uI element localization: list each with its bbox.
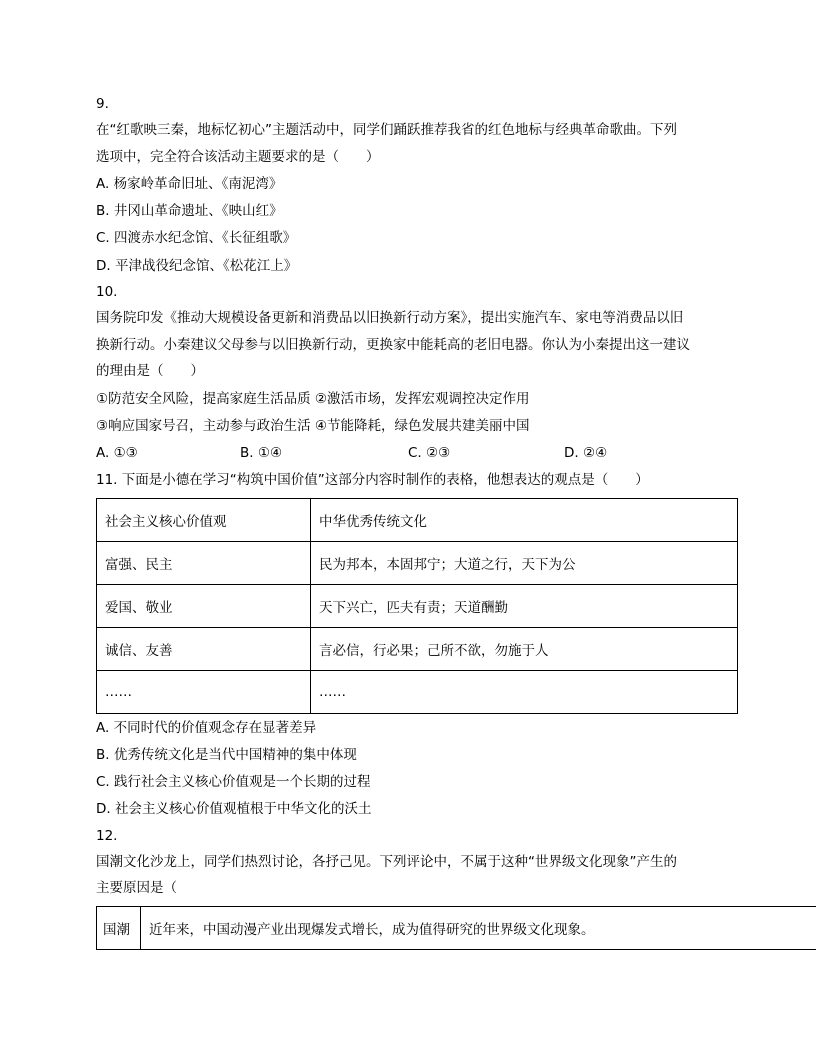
table-row	[97, 542, 738, 585]
table-row	[97, 585, 738, 628]
table-cell: ……	[311, 671, 738, 714]
q9-option-a: A. 杨家岭革命旧址、《南泥湾》	[96, 176, 283, 192]
q9-stem-line2: 选项中，完全符合该活动主题要求的是（ ）	[96, 149, 380, 165]
q10-stem-line2: 换新行动。小秦建议父母参与以旧换新行动，更换家中能耗高的老旧电器。你认为小秦提出这一建议	[96, 337, 690, 353]
q10-options	[96, 444, 736, 462]
table-header-cell: 中华优秀传统文化	[311, 499, 738, 542]
table-row	[97, 907, 816, 950]
q12-number: 12.	[96, 828, 118, 844]
q12-stem-line2: 主要原因是（	[96, 880, 177, 896]
q10-option-b: B. ①④	[240, 445, 283, 461]
q9-option-b: B. 井冈山革命遗址、《映山红》	[96, 203, 283, 219]
q11-option-c: C. 践行社会主义核心价值观是一个长期的过程	[96, 774, 371, 790]
q12-table	[96, 906, 816, 950]
q11-option-d: D. 社会主义核心价值观植根于中华文化的沃土	[96, 801, 372, 817]
table-cell: 爱国、敬业	[97, 585, 311, 628]
q10-option-c: C. ②③	[408, 445, 451, 461]
q11-table	[96, 498, 738, 714]
q10-statements-line1: ①防范安全风险，提高家庭生活品质 ②激活市场，发挥宏观调控决定作用	[96, 391, 530, 407]
q10-option-d: D. ②④	[564, 445, 608, 461]
q10-stem-line1: 国务院印发《推动大规模设备更新和消费品以旧换新行动方案》，提出实施汽车、家电等消费品以旧	[96, 310, 684, 326]
table-cell-text: 近年来，中国动漫产业出现爆发式增长，成为值得研究的世界级文化现象。	[141, 907, 816, 950]
table-cell: 天下兴亡，匹夫有责；天道酬勤	[311, 585, 738, 628]
q10-stem-line3: 的理由是（ ）	[96, 363, 204, 379]
table-cell: 言必信，行必果；己所不欲，勿施于人	[311, 628, 738, 671]
q11-option-a: A. 不同时代的价值观念存在显著差异	[96, 720, 317, 736]
q10-statements-line2: ③响应国家号召，主动参与政治生活 ④节能降耗，绿色发展共建美丽中国	[96, 418, 530, 434]
table-cell: ……	[97, 671, 311, 714]
q11-option-b: B. 优秀传统文化是当代中国精神的集中体现	[96, 747, 357, 763]
q12-stem-line1: 国潮文化沙龙上，同学们热烈讨论，各抒己见。下列评论中，不属于这种“世界级文化现象”产生的	[96, 854, 677, 870]
table-header-row	[97, 499, 738, 542]
table-row	[97, 628, 738, 671]
q10-option-a: A. ①③	[96, 445, 138, 461]
q9-option-d: D. 平津战役纪念馆、《松花江上》	[96, 258, 298, 274]
q11-stem: 11. 下面是小德在学习“构筑中国价值”这部分内容时制作的表格，他想表达的观点是（ ）	[96, 472, 649, 488]
q10-number: 10.	[96, 284, 118, 300]
table-cell: 民为邦本，本固邦宁；大道之行，天下为公	[311, 542, 738, 585]
q9-stem-line1: 在“红歌映三秦，地标忆初心”主题活动中，同学们踊跃推荐我省的红色地标与经典革命歌曲。下列	[96, 122, 677, 138]
table-cell: 富强、民主	[97, 542, 311, 585]
q9-option-c: C. 四渡赤水纪念馆、《长征组歌》	[96, 230, 297, 246]
table-cell: 诚信、友善	[97, 628, 311, 671]
table-cell-label: 国潮	[97, 907, 141, 950]
table-row	[97, 671, 738, 714]
table-header-cell: 社会主义核心价值观	[97, 499, 311, 542]
q9-number: 9.	[96, 96, 109, 112]
